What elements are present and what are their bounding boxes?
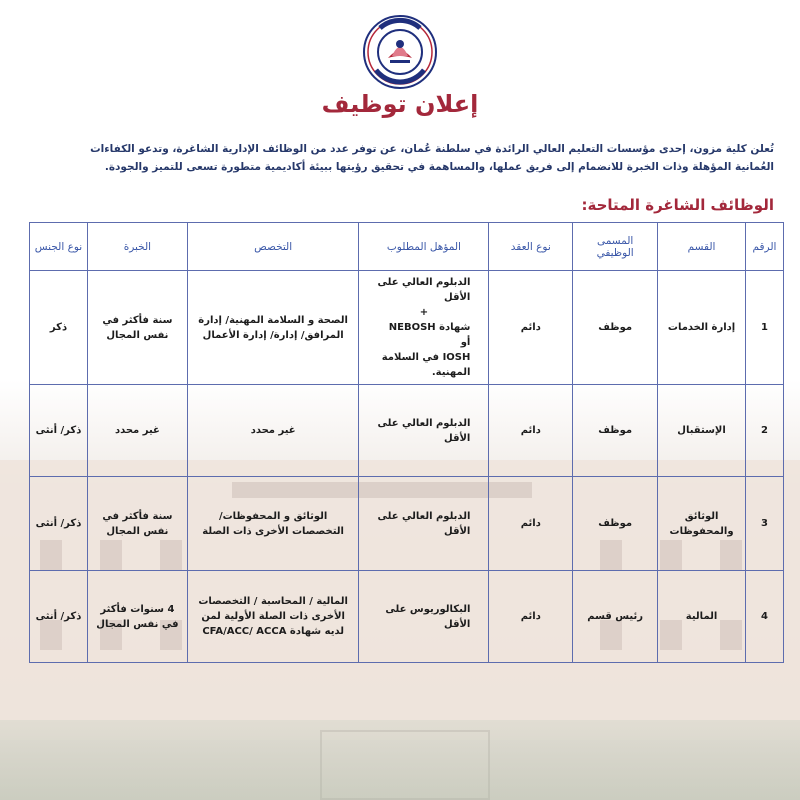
cell-number: 2	[746, 385, 784, 477]
header-experience: الخبرة	[88, 223, 188, 271]
cell-number: 1	[746, 271, 784, 385]
qualification-line: الأقل	[444, 525, 471, 537]
cell-specialization: الصحة و السلامة المهنية/ إدارة المرافق/ إدارة/ إدارة الأعمال	[187, 271, 359, 385]
qualification-line: شهادة NEBOSH أو	[388, 322, 471, 348]
cell-qualification	[359, 477, 489, 571]
cell-qualification	[359, 385, 489, 477]
cell-experience: غير محدد	[88, 385, 188, 477]
cell-number: 4	[746, 571, 784, 663]
cell-experience: سنة فأكثر في نفس المجال	[88, 271, 188, 385]
table-row	[30, 477, 784, 571]
cell-job-title: رئيس قسم	[573, 571, 658, 663]
college-logo	[362, 14, 438, 90]
qualification-line: البكالوريوس على	[385, 603, 471, 615]
cell-contract: دائم	[489, 271, 573, 385]
header-qualification: المؤهل المطلوب	[359, 223, 489, 271]
cell-gender: ذكر/ أنثى	[30, 385, 88, 477]
header-specialization: التخصص	[187, 223, 359, 271]
header-contract: نوع العقد	[489, 223, 573, 271]
cell-job-title: موظف	[573, 477, 658, 571]
qualification-line: الدبلوم العالي على	[377, 417, 471, 429]
header-gender: نوع الجنس	[30, 223, 88, 271]
intro-line: العُمانية المؤهلة وذات الخبرة للانضمام إلى فريق عملها، والمساهمة في تحقيق رؤيتها ببيئة أكاديمية متطورة تسعى للتميز والجودة.	[104, 161, 774, 173]
cell-qualification	[359, 571, 489, 663]
section-title: الوظائف الشاغرة المتاحة:	[581, 196, 774, 214]
intro-line: تُعلن كلية مزون، إحدى مؤسسات التعليم العالي الرائدة في سلطنة عُمان، عن توفر عدد من الوظائف الإدارية الشاغرة، وتدعو الكفاءات	[90, 143, 774, 155]
intro-paragraph	[60, 140, 774, 176]
table-row	[30, 385, 784, 477]
cell-contract: دائم	[489, 385, 573, 477]
cell-department: إدارة الخدمات	[658, 271, 746, 385]
page-title: إعلان توظيف	[321, 90, 479, 118]
table-row	[30, 271, 784, 385]
cell-qualification	[359, 271, 489, 385]
jobs-table	[29, 222, 784, 663]
cell-experience: 4 سنوات فأكثر في نفس المجال	[88, 571, 188, 663]
header-number: الرقم	[746, 223, 784, 271]
qualification-line: المهنية.	[431, 367, 471, 378]
qualification-line: +	[419, 307, 429, 318]
cell-gender: ذكر	[30, 271, 88, 385]
cell-experience: سنة فأكثر في نفس المجال	[88, 477, 188, 571]
cell-gender: ذكر/ أنثى	[30, 477, 88, 571]
cell-specialization: غير محدد	[187, 385, 359, 477]
cell-specialization: المالية / المحاسبة / التخصصات الأخرى ذات الصلة الأولية لمن لديه شهادة CFA/ACC/ ACCA	[187, 571, 359, 663]
qualification-line: الأقل	[444, 618, 471, 630]
cell-department: الوثائق والمحفوظات	[658, 477, 746, 571]
cell-contract: دائم	[489, 477, 573, 571]
qualification-line: الدبلوم العالي على	[377, 277, 471, 288]
table-row	[30, 571, 784, 663]
table-header-row	[30, 223, 784, 271]
cell-department: المالية	[658, 571, 746, 663]
cell-specialization: الوثائق و المحفوظات/ التخصصات الأخرى ذات الصلة	[187, 477, 359, 571]
header-department: القسم	[658, 223, 746, 271]
cell-gender: ذكر/ أنثى	[30, 571, 88, 663]
cell-contract: دائم	[489, 571, 573, 663]
cell-job-title: موظف	[573, 271, 658, 385]
cell-department: الإستقبال	[658, 385, 746, 477]
header-job-title: المسمى الوظيفي	[573, 223, 658, 271]
cell-job-title: موظف	[573, 385, 658, 477]
cell-number: 3	[746, 477, 784, 571]
qualification-line: الأقل	[444, 432, 471, 444]
qualification-line: الدبلوم العالي على	[377, 510, 471, 522]
qualification-line: IOSH في السلامة	[381, 352, 471, 363]
qualification-line: الأقل	[444, 292, 471, 303]
